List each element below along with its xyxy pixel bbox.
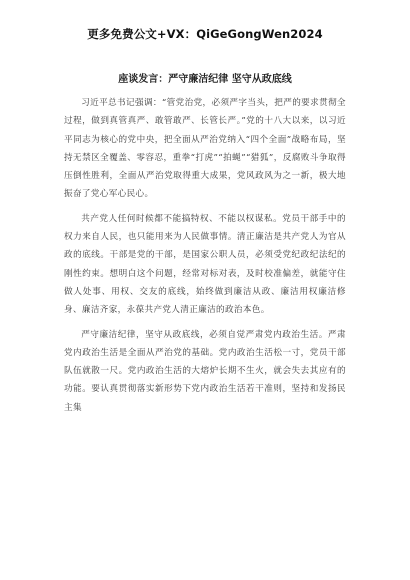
promo-header: 更多免费公文+VX：QiGeGongWen2024 (87, 27, 323, 41)
paragraph-2: 共产党人任何时候都不能搞特权、不能以权谋私。党员干部手中的权力来自人民，也只能用来为人民做事情。清正廉洁是共产党人为官从政的底线。干部是党的干部，是国家公职人员，必须受党纪政纪法纪的刚性约束。想明白这个问题，经常对标对表，及时校准偏差，就能守住做人处事、用权、交友的底线，始终做到廉洁从政、廉洁用权廉洁修身、廉洁齐家，永葆共产党人清正廉洁的政治本色。 (64, 213, 346, 316)
paragraph-1: 习近平总书记强调：“管党治党，必须严字当头，把严的要求贯彻全过程，做到真管真严、敢管敢严、长管长严。”党的十八大以来，以习近平同志为核心的党中央，把全面从严治党纳入“四个全面”战略布局，坚持无禁区全覆盖、零容忍，重拳“打虎”“拍蝇”“猎狐”，反腐败斗争取得压倒性胜利，全面从严治党取得重大成果，党风政风为之一新，极大地振奋了党心军心民心。 (64, 98, 346, 200)
document-title: 座谈发言：严守廉洁纪律 坚守从政底线 (118, 74, 292, 85)
paragraph-3: 严守廉洁纪律，坚守从政底线，必须自觉严肃党内政治生活。严肃党内政治生活是全面从严治党的基础。党内政治生活松一寸，党员干部队伍就散一尺。党内政治生活的大熔炉长期不生火，就会失去其应有的功能。要认真贯彻落实新形势下党内政治生活若干准则，坚持和发扬民主集 (64, 329, 346, 413)
